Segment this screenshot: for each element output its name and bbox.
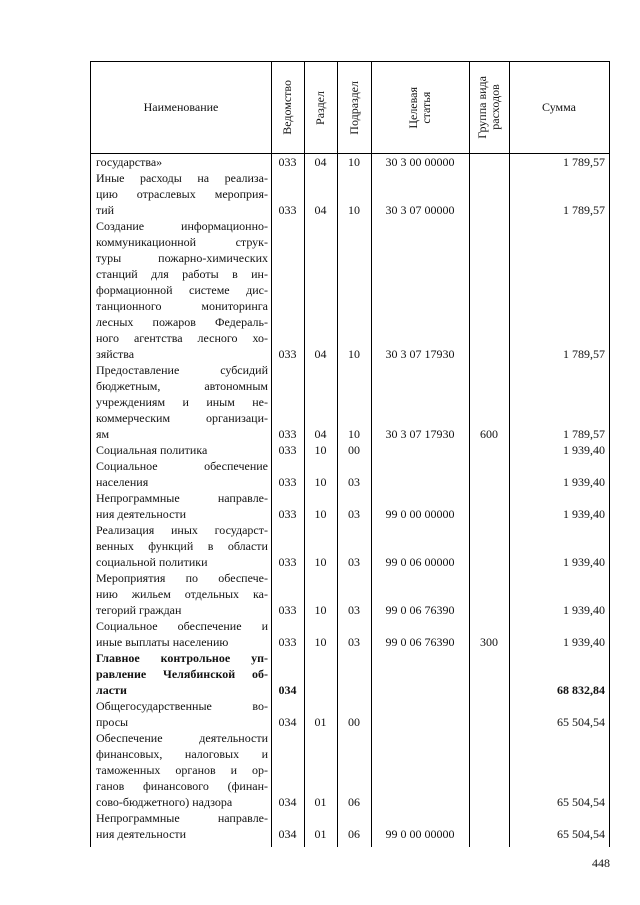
cell-podrazd: 03 [348,507,360,521]
cell-celevaya: 99 0 00 00000 [385,827,455,841]
cell-celevaya [371,442,469,458]
cell-razd: 10 [314,603,327,617]
cell-razd: 10 [314,507,327,521]
table-row [91,730,609,810]
cell-razd: 10 [314,635,327,649]
header-celevaya-label: Целевая статья [406,86,433,129]
row-name-line: нию жильем отдельных ка- [96,587,268,601]
cell-ved: 034 [278,683,297,697]
row-name-line: коммерческим организаци- [96,411,268,425]
cell-gruppa [469,794,509,810]
cell-ved: 033 [278,347,297,361]
row-name-line: Обеспечение деятельности [96,731,268,745]
cell-podrazd: 03 [348,475,360,489]
row-name-line: ганов финансового (финан- [96,779,268,793]
cell-summa: 1 789,57 [563,203,605,217]
row-name-line: учреждениям и иным не- [96,395,268,409]
cell-podrazd: 00 [348,443,360,457]
table-row [91,458,609,490]
cell-gruppa [469,602,509,618]
cell-gruppa [469,554,509,570]
cell-podrazd [337,682,371,698]
row-name-line: Социальное обеспечение и [96,619,268,633]
table-row [91,362,609,442]
row-name [96,730,268,810]
header-name [91,62,271,153]
row-name [96,442,268,458]
cell-ved: 033 [278,427,297,441]
cell-celevaya: 30 3 07 00000 [385,203,455,217]
row-name-line: Социальное обеспечение [96,459,268,473]
cell-summa: 68 832,84 [557,683,605,697]
cell-gruppa [469,826,509,842]
cell-podrazd: 03 [348,555,360,569]
cell-ved: 033 [278,475,297,489]
cell-summa: 65 504,54 [557,795,605,809]
cell-summa: 1 789,57 [563,347,605,361]
header-ved [271,62,304,153]
table-row [91,218,609,362]
cell-podrazd: 06 [348,827,360,841]
table-row [91,170,609,218]
row-name-line: венных функций в области [96,539,268,553]
cell-razd [304,682,337,698]
row-name-line: Главное контрольное уп- [96,651,268,665]
cell-gruppa [469,202,509,218]
row-name-line: Предоставление субсидий [96,363,268,377]
row-name [96,618,268,650]
table-row [91,810,609,842]
cell-celevaya [371,714,469,730]
row-name-line: тий [96,203,115,217]
cell-razd: 10 [314,555,327,569]
cell-celevaya: 30 3 00 00000 [385,155,455,169]
cell-celevaya: 99 0 06 00000 [385,555,455,569]
row-name-line: ного агентства лесного хо- [96,331,268,345]
cell-ved: 034 [278,715,297,729]
cell-razd: 10 [314,443,327,457]
cell-ved: 033 [278,635,297,649]
cell-gruppa [469,442,509,458]
table-row [91,570,609,618]
cell-celevaya [371,794,469,810]
cell-razd: 04 [314,203,327,217]
row-name-line: Мероприятия по обеспече- [96,571,268,585]
cell-razd: 04 [314,427,327,441]
row-name [96,458,268,490]
row-name [96,490,268,522]
row-name-line: Реализация иных государст- [96,523,268,537]
row-name-line: государства» [96,155,163,169]
cell-summa: 1 939,40 [563,443,605,457]
cell-gruppa: 300 [480,635,498,649]
row-name-line: тегорий граждан [96,603,182,617]
header-ved-label: Ведомство [280,80,294,135]
cell-summa: 1 939,40 [563,603,605,617]
table-row [91,522,609,570]
cell-celevaya [371,474,469,490]
cell-razd: 01 [314,715,327,729]
cell-podrazd: 10 [348,203,360,217]
table-row [91,442,609,458]
cell-podrazd: 00 [348,715,360,729]
header-name-label: Наименование [143,100,219,114]
row-name-line: Непрограммные направле- [96,491,268,505]
row-name-line: зяйства [96,347,135,361]
cell-gruppa: 600 [480,427,498,441]
row-name-line: станций для работы в ин- [96,267,268,281]
row-name-line: населения [96,475,149,489]
cell-podrazd: 10 [348,347,360,361]
row-name-line: социальной политики [96,555,208,569]
cell-gruppa [469,714,509,730]
row-name-line: Создание информационно- [96,219,268,233]
cell-ved: 033 [278,555,297,569]
cell-gruppa [469,474,509,490]
cell-gruppa [469,154,509,170]
header-razd-label: Раздел [313,90,327,125]
row-name-line: просы [96,715,129,729]
cell-razd: 04 [314,155,327,169]
row-name-line: иные выплаты населению [96,635,229,649]
header-summa [509,62,609,153]
header-razd [304,62,337,153]
row-name-line: коммуникационной струк- [96,235,268,249]
row-name-line: Иные расходы на реализа- [96,171,268,185]
cell-celevaya: 99 0 00 00000 [385,507,455,521]
row-name-line: Социальная политика [96,443,208,457]
cell-podrazd: 10 [348,427,360,441]
table-row [91,698,609,730]
header-summa-label: Сумма [542,100,576,114]
cell-podrazd: 06 [348,795,360,809]
cell-summa: 1 939,40 [563,555,605,569]
cell-razd: 01 [314,795,327,809]
page-number: 448 [592,856,610,870]
cell-ved: 033 [278,155,297,169]
header-celevaya [371,62,469,153]
row-name [96,154,268,170]
cell-summa: 65 504,54 [557,827,605,841]
cell-razd: 01 [314,827,327,841]
row-name-line: ния деятельности [96,827,187,841]
cell-podrazd: 03 [348,603,360,617]
row-name-line: Общегосударственные во- [96,699,268,713]
row-name-line: сово-бюджетного) надзора [96,795,233,809]
header-podrazd [337,62,371,153]
cell-celevaya: 99 0 06 76390 [385,635,455,649]
row-name-line: танционного мониторинга [96,299,268,313]
header-podrazd-label: Подраздел [346,80,361,135]
cell-summa: 1 939,40 [563,635,605,649]
cell-ved: 033 [278,507,297,521]
cell-summa: 1 939,40 [563,475,605,489]
table-row [91,650,609,698]
cell-celevaya: 30 3 07 17930 [385,347,455,361]
row-name-line: таможенных органов и ор- [96,763,268,777]
row-name-line: ния деятельности [96,507,187,521]
table-row [91,618,609,650]
row-name [96,522,268,570]
cell-ved: 033 [278,603,297,617]
header-gruppa [469,62,509,153]
row-name [96,810,268,842]
cell-celevaya: 30 3 07 17930 [385,427,455,441]
row-name-line: финансовых, налоговых и [96,747,268,761]
row-name-line: формационной системе дис- [96,283,268,297]
cell-summa: 1 939,40 [563,507,605,521]
row-name-line: ям [96,427,110,441]
table-body [91,154,609,842]
row-name-line: цию отраслевых мероприя- [96,187,268,201]
cell-razd: 04 [314,347,327,361]
cell-celevaya [371,682,469,698]
row-name [96,698,268,730]
table-row [91,154,609,170]
cell-podrazd: 03 [348,635,360,649]
row-name-line: ласти [96,683,127,697]
row-name-line: туры пожарно-химических [96,251,268,265]
cell-ved: 034 [278,795,297,809]
cell-ved: 033 [278,443,297,457]
row-name-line: лесных пожаров Федераль- [96,315,268,329]
cell-celevaya: 99 0 06 76390 [385,603,455,617]
cell-summa: 1 789,57 [563,427,605,441]
row-name [96,170,268,218]
row-name-line: равление Челябинской об- [96,667,268,681]
cell-gruppa [469,506,509,522]
cell-ved: 034 [278,827,297,841]
row-name [96,362,268,442]
cell-gruppa [469,346,509,362]
cell-summa: 1 789,57 [563,155,605,169]
cell-gruppa [469,682,509,698]
row-name-line: Непрограммные направле- [96,811,268,825]
row-name [96,650,268,698]
row-name-line: бюджетным, автономным [96,379,268,393]
table-row [91,490,609,522]
row-name [96,218,268,362]
cell-razd: 10 [314,475,327,489]
cell-ved: 033 [278,203,297,217]
row-name [96,570,268,618]
cell-summa: 65 504,54 [557,715,605,729]
budget-table [90,61,610,847]
header-gruppa-label: Группа вида расходов [475,76,502,139]
cell-podrazd: 10 [348,155,360,169]
